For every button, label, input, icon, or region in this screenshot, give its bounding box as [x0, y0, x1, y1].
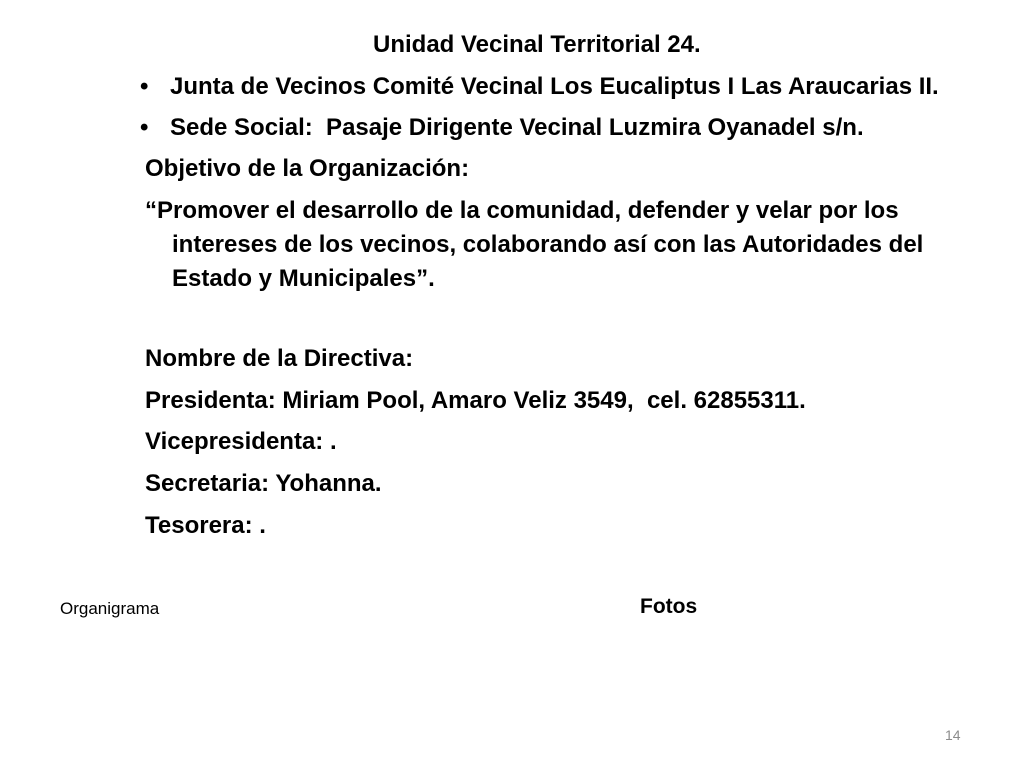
objective-line-2: intereses de los vecinos, colaborando así con las Autoridades del [172, 231, 924, 258]
bullet-icon: • [140, 73, 149, 100]
fotos-label: Fotos [640, 595, 698, 618]
directive-heading: Nombre de la Directiva: [145, 345, 414, 372]
bullet-icon: • [140, 114, 149, 141]
bullet-text-junta: Junta de Vecinos Comité Vecinal Los Eucaliptus I Las Araucarias II. [170, 73, 939, 100]
directive-presidenta: Presidenta: Miriam Pool, Amaro Veliz 3549, cel. 62855311. [145, 387, 806, 414]
bullet-text-sede-social: Sede Social: Pasaje Dirigente Vecinal Luzmira Oyanadel s/n. [170, 114, 864, 141]
directive-tesorera: Tesorera: . [145, 512, 266, 539]
page-number: 14 [945, 727, 961, 743]
directive-secretaria: Secretaria: Yohanna. [145, 470, 382, 497]
objective-line-3: Estado y Municipales”. [172, 265, 435, 292]
directive-vicepresidenta: Vicepresidenta: . [145, 428, 337, 455]
objective-line-1: “Promover el desarrollo de la comunidad, defender y velar por los [145, 197, 899, 224]
slide-title: Unidad Vecinal Territorial 24. [373, 31, 701, 58]
organigrama-label: Organigrama [60, 599, 160, 618]
objective-heading: Objetivo de la Organización: [145, 155, 470, 182]
